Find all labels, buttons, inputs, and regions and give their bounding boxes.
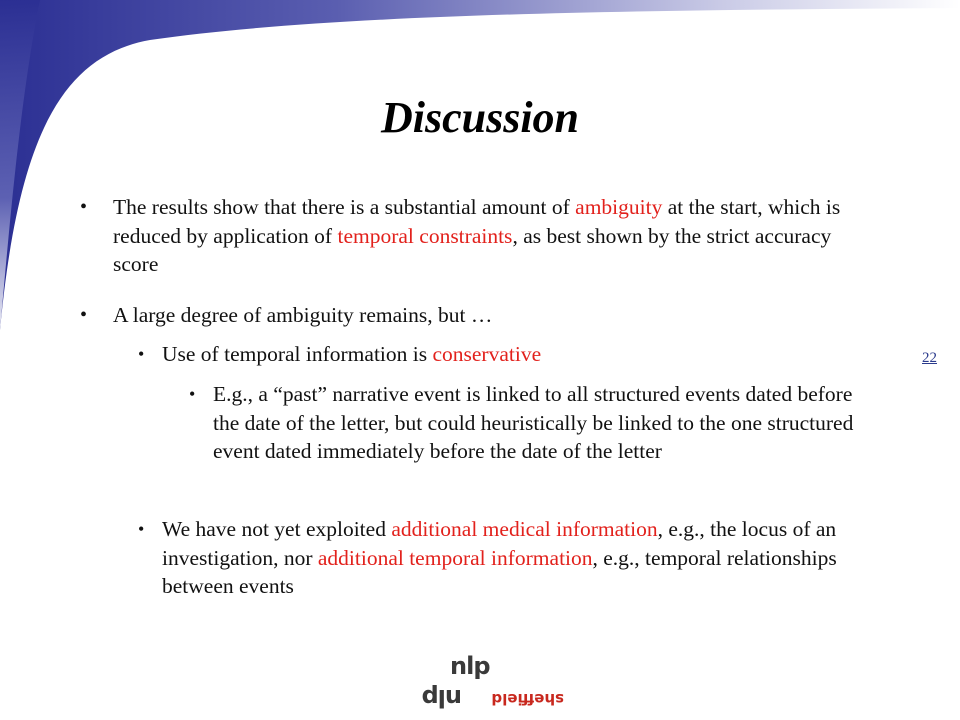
bullet-text: E.g., a “past” narrative event is linked to all structured events dated before the date of the letter, but could heuristically be linked to the one structured event dated immediately before the date of the letter <box>213 382 854 463</box>
bullet-text: Use of temporal information is <box>162 342 433 366</box>
highlight-conservative: conservative <box>432 342 542 366</box>
logo-nlp-text: nlp <box>450 652 490 680</box>
bullet-text: The results show that there is a substantial amount of <box>113 195 576 219</box>
highlight-medical-information: additional medical information <box>391 517 658 541</box>
slide-title: Discussion <box>380 93 580 142</box>
bullet-dot: • <box>80 304 88 326</box>
bullet-results-ambiguity <box>80 193 853 279</box>
highlight-ambiguity: ambiguity <box>575 195 663 219</box>
bullet-text: A large degree of ambiguity remains, but … <box>113 303 493 327</box>
sheffield-nlp-logo <box>418 652 568 716</box>
bullet-example-past-event <box>189 380 878 466</box>
logo-mirrored-part <box>418 676 568 712</box>
highlight-temporal-constraints: temporal constraints <box>337 223 513 248</box>
bullet-dot: • <box>138 344 145 364</box>
bullet-ambiguity-remains <box>80 301 853 330</box>
bullet-dot: • <box>189 384 196 404</box>
bullet-conservative <box>138 340 862 369</box>
logo-mirrored-sheffield: sheffield <box>491 690 564 708</box>
bullet-text: at the start, which is reduced by application of <box>113 195 841 248</box>
bullet-dot: • <box>138 519 145 539</box>
logo-mirrored-nlp: nlp <box>422 684 462 712</box>
bullet-text: , e.g., temporal relationships between events <box>162 545 837 598</box>
page-number[interactable]: 22 <box>922 350 937 366</box>
bullet-text: , as best shown by the strict accuracy score <box>113 223 832 276</box>
bullet-not-exploited <box>138 515 874 601</box>
bullet-dot: • <box>80 196 88 218</box>
bullet-text: We have not yet exploited <box>162 517 392 541</box>
highlight-temporal-information: additional temporal information <box>317 545 593 570</box>
bullet-text: , e.g., the locus of an investigation, nor <box>162 517 837 570</box>
